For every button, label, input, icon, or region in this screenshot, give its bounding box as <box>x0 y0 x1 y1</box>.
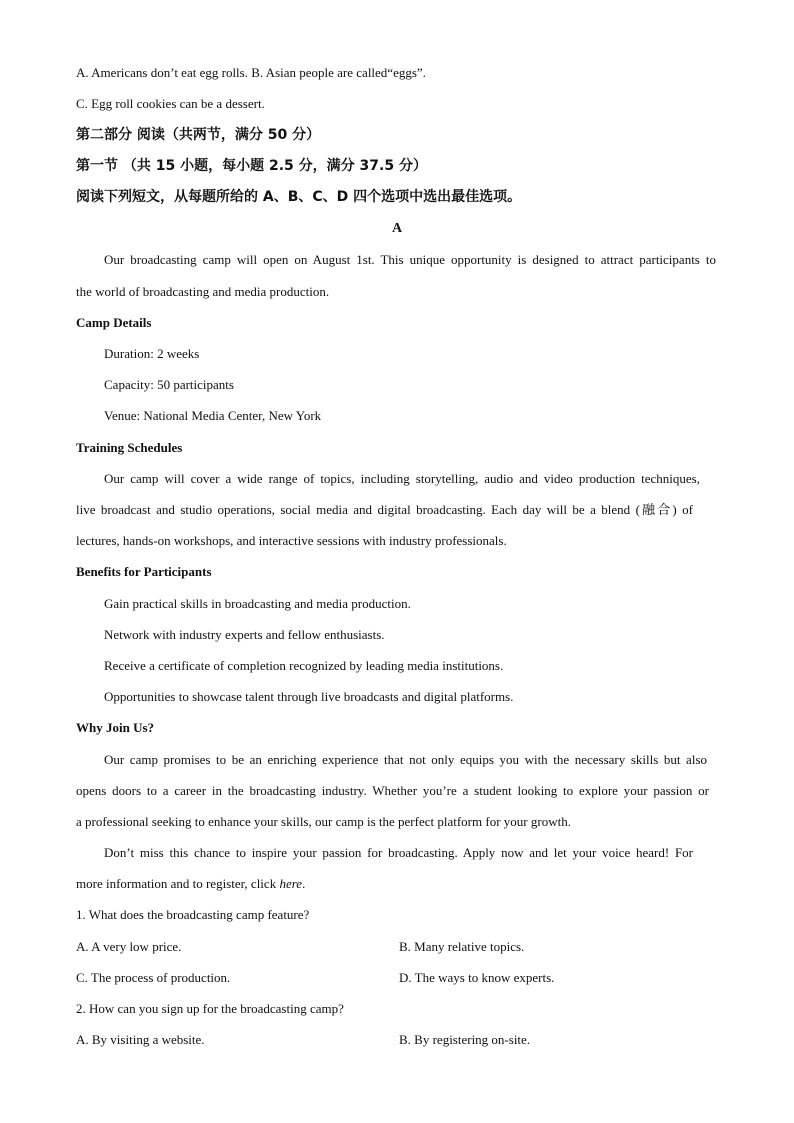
cta-period: . <box>302 876 306 891</box>
question-1-option-c[interactable]: C. The process of production. <box>76 970 231 985</box>
cta-line2 <box>76 876 718 892</box>
why-line1: Our camp promises to be an enriching experience that not only equips you with the necessary skills but also <box>104 752 707 767</box>
section-instruction: 阅读下列短文，从每题所给的 A、B、C、D 四个选项中选出最佳选项。 <box>76 189 522 205</box>
benefit-item: Opportunities to showcase talent through live broadcasts and digital platforms. <box>104 689 514 704</box>
register-link[interactable]: here <box>279 876 303 891</box>
benefits-heading: Benefits for Participants <box>76 564 212 579</box>
benefit-item: Network with industry experts and fellow enthusiasts. <box>104 627 385 642</box>
why-join-heading: Why Join Us? <box>76 720 155 735</box>
cta-text: more information and to register, click <box>76 876 280 891</box>
question-1-option-d[interactable]: D. The ways to know experts. <box>399 970 555 985</box>
passage-letter: A <box>391 221 403 236</box>
camp-venue: Venue: National Media Center, New York <box>104 408 322 423</box>
intro-line1: Our broadcasting camp will open on August 1st. This unique opportunity is designed to attract participants to <box>104 252 716 267</box>
training-line2: live broadcast and studio operations, social media and digital broadcasting. Each day will be a blend (融合) of <box>76 502 693 517</box>
camp-details-heading: Camp Details <box>76 315 152 330</box>
question-2-option-a[interactable]: A. By visiting a website. <box>76 1032 205 1047</box>
subsection-title: 第一节 （共 15 小题，每小题 2.5 分，满分 37.5 分） <box>76 158 427 174</box>
intro-line2: the world of broadcasting and media production. <box>76 284 330 299</box>
camp-duration: Duration: 2 weeks <box>104 346 200 361</box>
cta-line1: Don’t miss this chance to inspire your passion for broadcasting. Apply now and let your voice heard! For <box>104 845 693 860</box>
question-2-option-b[interactable]: B. By registering on-site. <box>399 1032 531 1047</box>
part-title: 第二部分 阅读（共两节，满分 50 分） <box>76 127 321 143</box>
benefit-item: Gain practical skills in broadcasting and media production. <box>104 596 411 611</box>
camp-capacity: Capacity: 50 participants <box>104 377 234 392</box>
prev-question-options-line1: A. Americans don’t eat egg rolls. B. Asian people are called“eggs”. <box>76 65 426 80</box>
why-line2: opens doors to a career in the broadcasting industry. Whether you’re a student looking to explore your passion or <box>76 783 709 798</box>
prev-question-options-line2: C. Egg roll cookies can be a dessert. <box>76 96 265 111</box>
question-2-stem: 2. How can you sign up for the broadcasting camp? <box>76 1001 344 1016</box>
training-line3: lectures, hands-on workshops, and interactive sessions with industry professionals. <box>76 533 507 548</box>
training-line1: Our camp will cover a wide range of topics, including storytelling, audio and video production techniques, <box>104 471 700 486</box>
why-line3: a professional seeking to enhance your skills, our camp is the perfect platform for your growth. <box>76 814 571 829</box>
question-1-option-b[interactable]: B. Many relative topics. <box>399 939 525 954</box>
question-1-option-a[interactable]: A. A very low price. <box>76 939 182 954</box>
benefit-item: Receive a certificate of completion recognized by leading media institutions. <box>104 658 504 673</box>
question-1-stem: 1. What does the broadcasting camp feature? <box>76 907 310 922</box>
training-heading: Training Schedules <box>76 440 183 455</box>
